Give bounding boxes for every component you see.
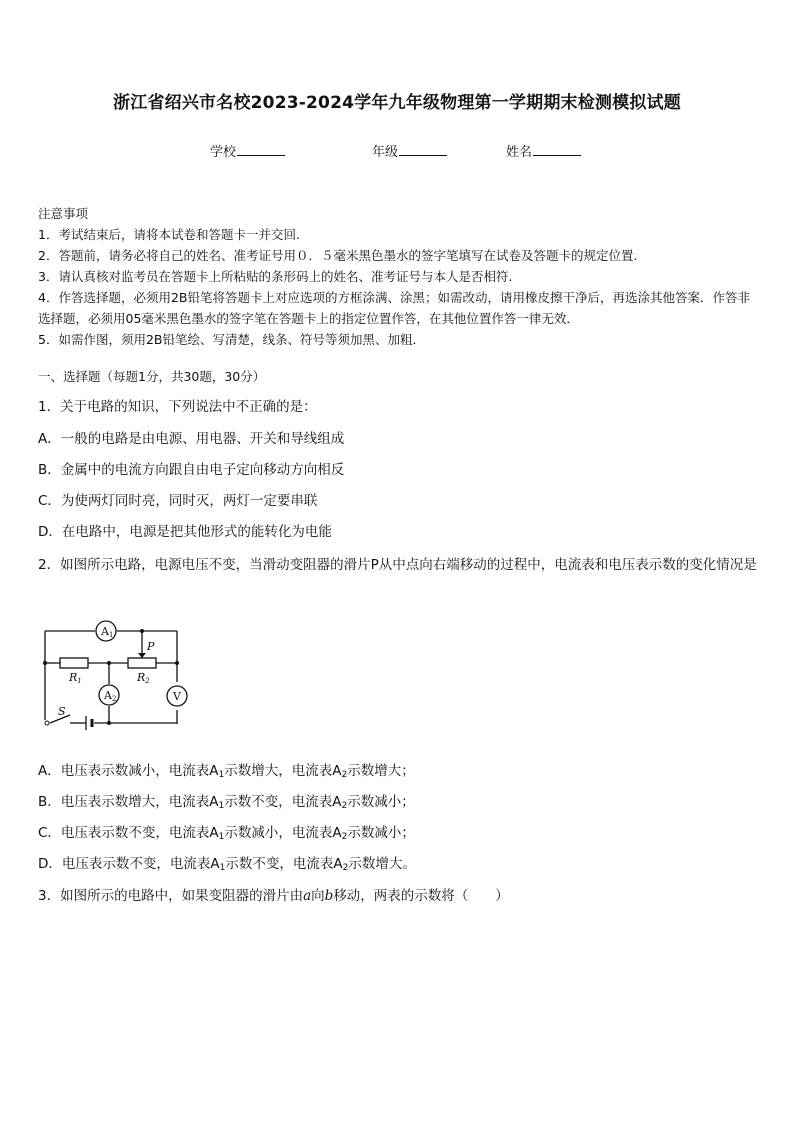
r1-label: R1 [69,671,82,685]
name-field [506,141,581,160]
grade-label: 年级 [372,145,399,160]
q2-stem: 2．如图所示电路，电源电压不变，当滑动变阻器的滑片P从中点向右端移动的过程中，电流表和电压表示数的变化情况是 [38,557,757,573]
school-label: 学校 [210,145,237,160]
r2-label: R2 [137,671,150,685]
grade-field [372,141,447,160]
q1-option-a: A．一般的电路是由电源、用电器、开关和导线组成 [38,431,345,447]
grade-blank [399,143,447,156]
junction-dot [107,721,111,725]
note-item: 1．考试结束后，请将本试卷和答题卡一并交回. [38,227,300,242]
name-blank [533,143,581,156]
q1-option-b: B．金属中的电流方向跟自由电子定向移动方向相反 [38,462,345,478]
section-heading: 一、选择题（每题1分，共30题，30分） [38,369,266,384]
resistor-r2 [128,658,156,668]
resistor-r1 [60,658,88,668]
note-item: 5．如需作图，须用2B铅笔绘、写清楚，线条、符号等须加黑、加粗． [38,332,425,347]
q1-stem: 1．关于电路的知识，下列说法中不正确的是： [38,399,317,415]
school-field [210,141,285,160]
q2-option-c: C．电压表示数不变，电流表$A_1$示数减小，电流表$A_2$示数减小； [38,825,415,842]
a2-label: A2 [104,689,117,703]
slider-arrow-icon [138,653,146,658]
school-blank [237,143,285,156]
a1-label: A1 [101,625,114,639]
v-label: V [173,690,181,703]
circuit-diagram [36,617,196,732]
s-label: S [58,705,66,718]
q2-option-a: A．电压表示数减小，电流表$A_1$示数增大，电流表$A_2$示数增大； [38,763,415,780]
note-item: 3．请认真核对监考员在答题卡上所粘贴的条形码上的姓名、准考证号与本人是否相符. [38,269,513,284]
junction-dot [107,661,111,665]
notes-heading: 注意事项 [38,206,89,221]
notes-block [38,203,760,350]
junction-dot [175,661,179,665]
switch-contact [45,721,49,725]
q1-option-c: C．为使两灯同时亮，同时灭，两灯一定要串联 [38,493,318,509]
junction-dot [43,661,47,665]
q2-option-b: B．电压表示数增大，电流表$A_1$示数不变，电流表$A_2$示数减小； [38,794,415,811]
p-label: P [147,640,155,653]
junction-dot [140,629,144,633]
q3-stem: 3．如图所示的电路中，如果变阻器的滑片由a向b移动，两表的示数将（ ） [38,888,509,904]
q2-option-d: D．电压表示数不变，电流表$A_1$示数不变，电流表$A_2$示数增大。 [38,856,416,873]
name-label: 姓名 [506,145,533,160]
note-item: 4．作答选择题，必须用2B铅笔将答题卡上对应选项的方框涂满、涂黑；如需改动，请用橡皮擦干净后，再选涂其他答案．作答非选择题，必须用05毫米黑色墨水的签字笔在答题卡上的指定位置作答，在其他位置作答一律无效． [38,290,750,326]
q1-option-d: D．在电路中，电源是把其他形式的能转化为电能 [38,524,332,540]
page-title: 浙江省绍兴市名校2023-2024学年九年级物理第一学期期末检测模拟试题 [113,93,681,113]
note-item: 2．答题前，请务必将自己的姓名、准考证号用０．５毫米黑色墨水的签字笔填写在试卷及答题卡的规定位置. [38,248,638,263]
